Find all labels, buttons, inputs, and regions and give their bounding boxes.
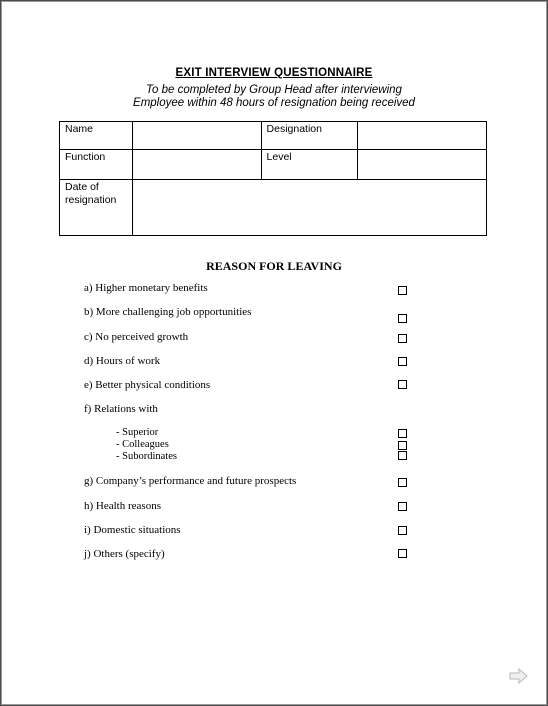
reason-e-label: e) Better physical conditions (84, 379, 211, 391)
designation-field[interactable] (358, 122, 487, 150)
name-field[interactable] (132, 122, 261, 150)
reason-f-superior-label: - Superior (116, 427, 159, 438)
date-of-resignation-label (60, 180, 133, 236)
reason-a-checkbox[interactable] (398, 286, 407, 295)
employee-info-table (59, 121, 487, 236)
function-field[interactable] (132, 150, 261, 180)
reason-b-label: b) More challenging job opportunities (84, 306, 252, 318)
reason-i-label: i) Domestic situations (84, 524, 181, 536)
level-field[interactable] (358, 150, 487, 180)
reason-h-label: h) Health reasons (84, 500, 161, 512)
table-row (60, 150, 487, 180)
reason-f-colleagues-checkbox[interactable] (398, 441, 407, 450)
reason-j-label: j) Others (specify) (84, 548, 165, 560)
date-label-line-2: resignation (65, 194, 117, 206)
reason-d-label: d) Hours of work (84, 355, 161, 367)
designation-label: Designation (261, 122, 358, 150)
name-label: Name (60, 122, 133, 150)
table-row (60, 180, 487, 236)
reason-g-checkbox[interactable] (398, 478, 407, 487)
date-label-line-1: Date of (65, 181, 99, 193)
reason-f-subordinates-checkbox[interactable] (398, 451, 407, 460)
level-label: Level (261, 150, 358, 180)
date-of-resignation-field[interactable] (132, 180, 486, 236)
reason-f-superior-checkbox[interactable] (398, 429, 407, 438)
reason-a-label: a) Higher monetary benefits (84, 282, 208, 294)
reason-b-checkbox[interactable] (398, 314, 407, 323)
reason-f-colleagues-label: - Colleagues (116, 439, 169, 450)
reason-i-checkbox[interactable] (398, 526, 407, 535)
reason-f-label: f) Relations with (84, 403, 158, 415)
reason-e-checkbox[interactable] (398, 380, 407, 389)
instruction-line-2: Employee within 48 hours of resignation being received (133, 97, 415, 109)
reason-g-label: g) Company’s performance and future prospects (84, 475, 297, 487)
section-heading: REASON FOR LEAVING (206, 259, 342, 273)
next-page-arrow-icon[interactable] (509, 668, 529, 684)
reason-f-subordinates-label: - Subordinates (116, 451, 177, 462)
reason-c-label: c) No perceived growth (84, 331, 189, 343)
reason-h-checkbox[interactable] (398, 502, 407, 511)
instruction-line-1: To be completed by Group Head after interviewing (146, 84, 402, 96)
reason-c-checkbox[interactable] (398, 334, 407, 343)
reason-d-checkbox[interactable] (398, 357, 407, 366)
document-title: EXIT INTERVIEW QUESTIONNAIRE (175, 67, 373, 79)
table-row (60, 122, 487, 150)
function-label: Function (60, 150, 133, 180)
reason-j-checkbox[interactable] (398, 549, 407, 558)
